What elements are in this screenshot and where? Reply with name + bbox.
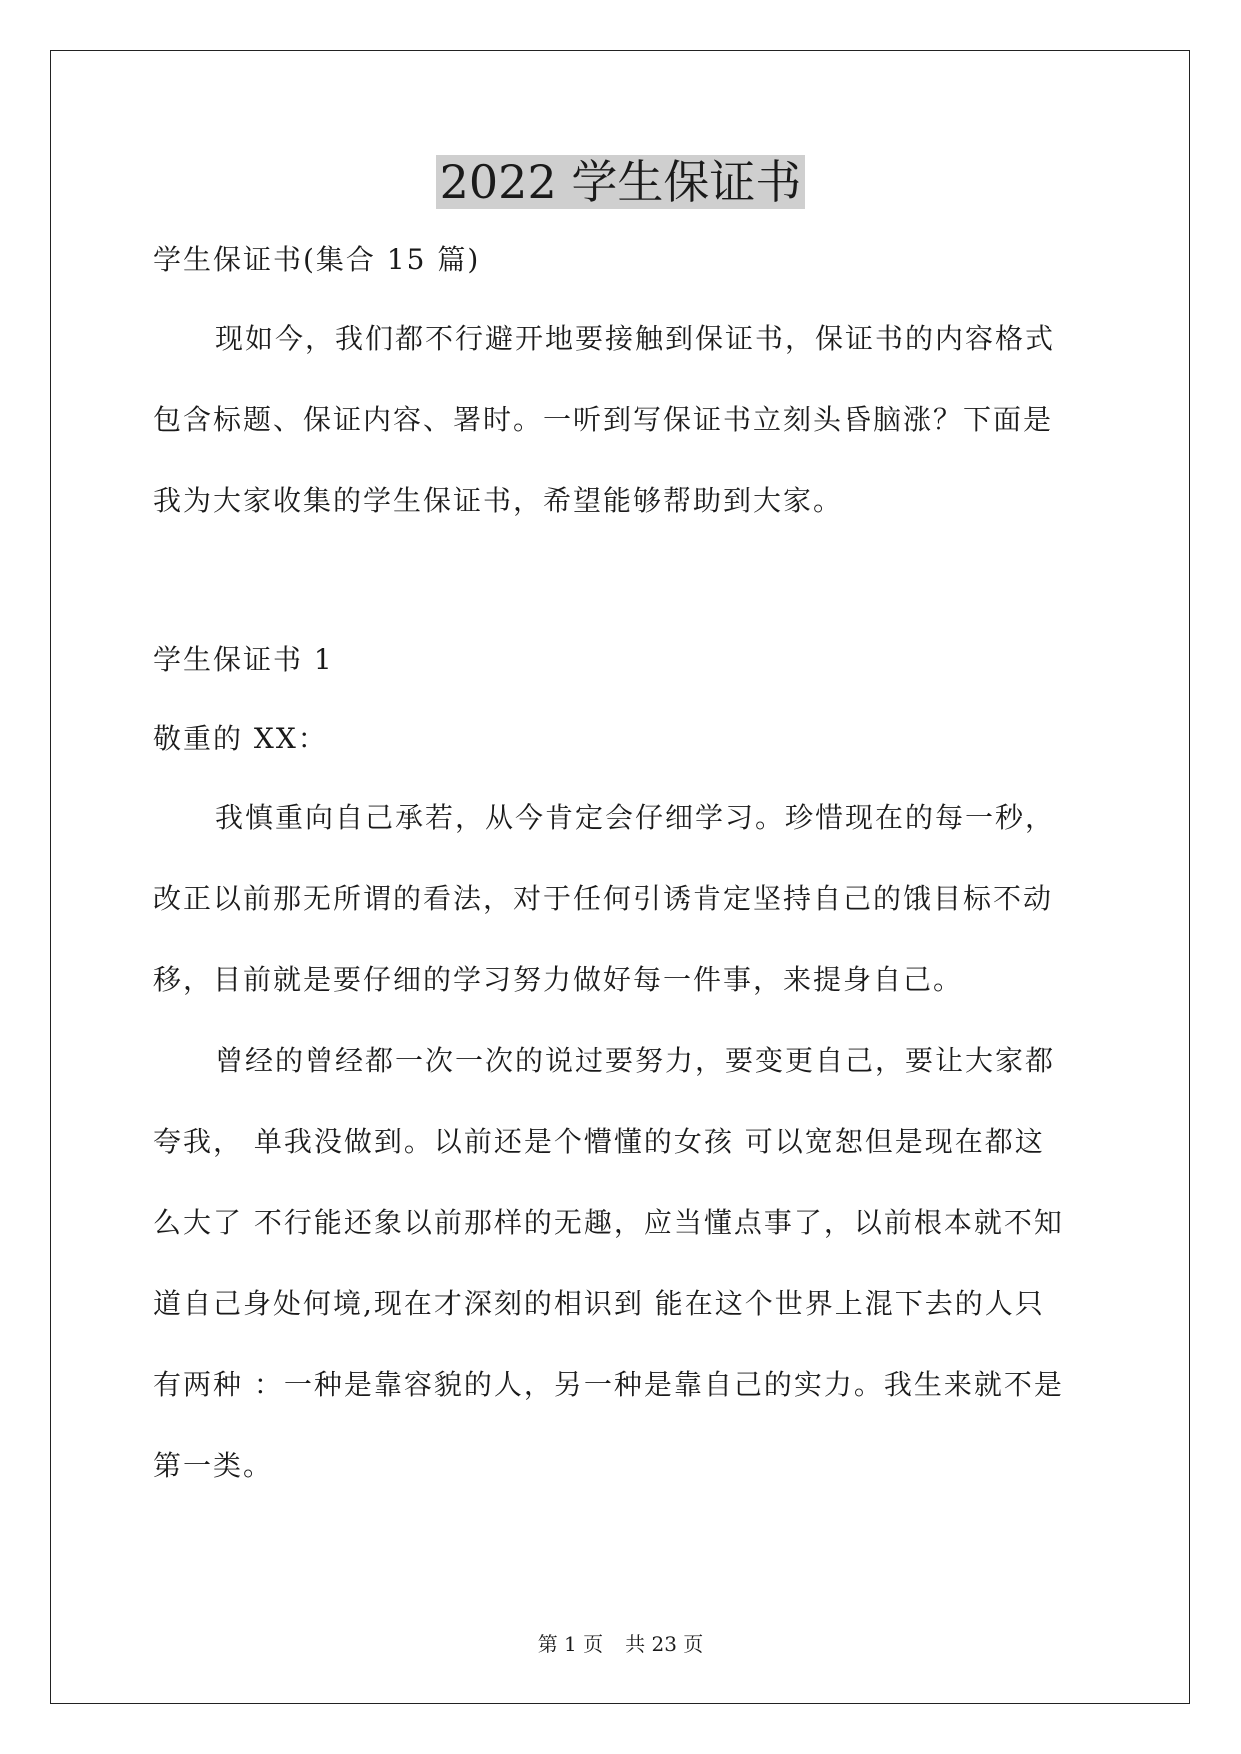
document-title — [0, 152, 1241, 212]
subtitle: 学生保证书(集合 15 篇) — [153, 243, 481, 276]
paragraph2-line-2: 夸我， 单我没做到。以前还是个懵懂的女孩 可以宽恕但是现在都这 — [153, 1125, 1045, 1158]
intro-line-3: 我为大家收集的学生保证书，希望能够帮助到大家。 — [153, 484, 844, 517]
title-text: 2022 学生保证书 — [436, 155, 806, 209]
page-number: 第 1 页 — [537, 1632, 604, 1656]
intro-line-2: 包含标题、保证内容、署时。一听到写保证书立刻头昏脑涨？下面是 — [153, 403, 1054, 436]
section-heading: 学生保证书 1 — [153, 643, 334, 676]
document-body — [153, 238, 1093, 1525]
paragraph2-line-5: 有两种 ：一种是靠容貌的人，另一种是靠自己的实力。我生来就不是 — [153, 1368, 1064, 1401]
paragraph2-line-3: 么大了 不行能还象以前那样的无趣，应当懂点事了，以前根本就不知 — [153, 1206, 1064, 1239]
paragraph1-line-3: 移，目前就是要仔细的学习努力做好每一件事，来提身自己。 — [153, 963, 964, 996]
paragraph1-line-2: 改正以前那无所谓的看法，对于任何引诱肯定坚持自己的饿目标不动 — [153, 882, 1054, 915]
salutation: 敬重的 XX： — [153, 722, 328, 755]
page-total: 共 23 页 — [625, 1632, 704, 1656]
intro-line-1: 现如今，我们都不行避开地要接触到保证书，保证书的内容格式 — [215, 322, 1056, 355]
paragraph2-line-4: 道自己身处何境,现在才深刻的相识到 能在这个世界上混下去的人只 — [153, 1287, 1045, 1320]
paragraph1-line-1: 我慎重向自己承若，从今肯定会仔细学习。珍惜现在的每一秒， — [215, 801, 1056, 834]
paragraph2-line-1: 曾经的曾经都一次一次的说过要努力，要变更自己，要让大家都 — [215, 1044, 1056, 1077]
paragraph2-line-6: 第一类。 — [153, 1449, 274, 1482]
page-footer — [0, 1628, 1241, 1657]
